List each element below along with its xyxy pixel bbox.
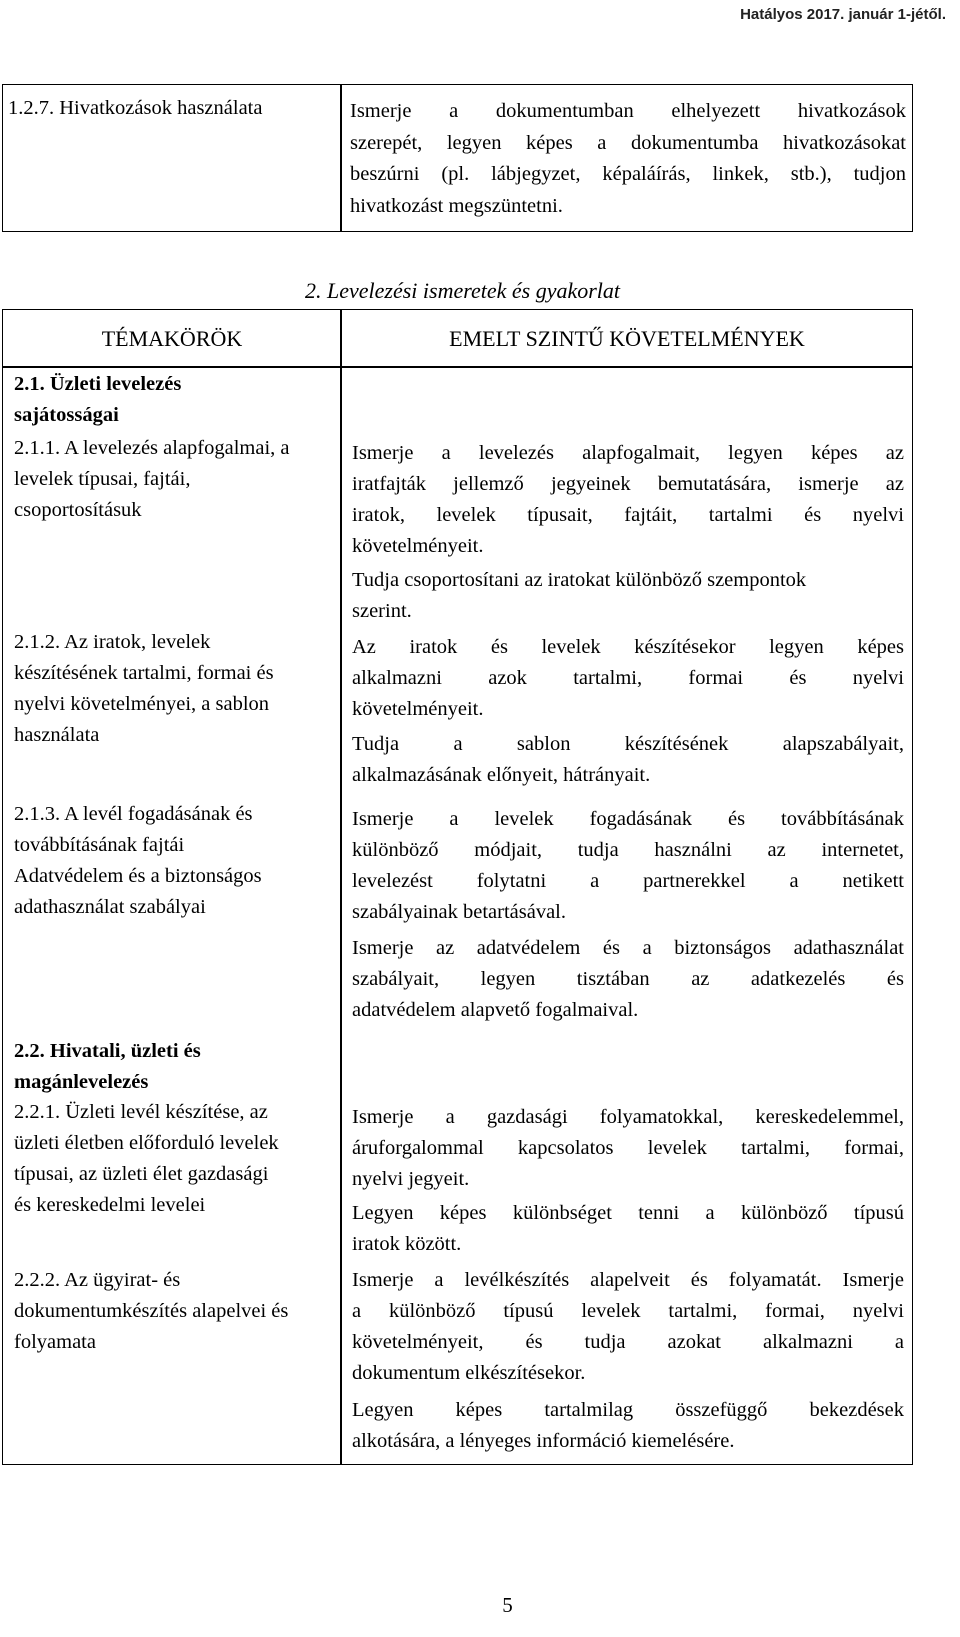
- requirement-line: szabályainak betartásával.: [352, 901, 566, 923]
- topic-heading-2-2: [14, 1036, 201, 1098]
- requirement-line: különböző módjait, tudja használni az internetet,: [352, 839, 904, 861]
- topic-line: 2.1.3. A levél fogadásának és: [14, 803, 253, 825]
- topic-2-2-1: [14, 1097, 279, 1221]
- requirement-2-1-3-b: [352, 933, 904, 1026]
- requirement-line: adatvédelem alapvető fogalmaival.: [352, 999, 639, 1021]
- topic-line: csoportosításuk: [14, 499, 142, 521]
- heading-line: 2.1. Üzleti levelezés: [14, 373, 182, 395]
- requirement-2-2-1-b: [352, 1198, 904, 1260]
- topic-line: dokumentumkészítés alapelvei és: [14, 1300, 289, 1322]
- requirements-column-header: EMELT SZINTŰ KÖVETELMÉNYEK: [449, 326, 805, 351]
- requirement-line: Ismerje a levelek fogadásának és továbbításának: [352, 808, 904, 830]
- requirement-line: követelményeit.: [352, 535, 484, 557]
- requirement-line: szabályait, legyen tisztában az adatkezelés és: [352, 968, 904, 990]
- topic-2-1-2: [14, 627, 274, 751]
- topic-line: folyamata: [14, 1331, 96, 1353]
- topic-2-2-2: [14, 1265, 354, 1358]
- requirement-line: levelezést folytatni a partnerekkel a netikett: [352, 870, 904, 892]
- validity-header: Hatályos 2017. január 1-jétől.: [740, 6, 946, 23]
- topic-line: nyelvi követelményei, a sablon: [14, 693, 270, 715]
- requirement-line: Az iratok és levelek készítésekor legyen képes: [352, 636, 904, 658]
- requirement-line: Ismerje a gazdasági folyamatokkal, kereskedelemmel,: [352, 1106, 904, 1128]
- requirement-2-2-1-a: [352, 1102, 904, 1195]
- topic-line: üzleti életben előforduló levelek: [14, 1132, 279, 1154]
- requirement-line: Legyen képes tartalmilag összefüggő bekezdések: [352, 1399, 904, 1421]
- header-row-divider: [2, 366, 913, 368]
- requirement-2-1-1-b: [352, 565, 904, 627]
- topic-line: 2.1.1. A levelezés alapfogalmai, a: [14, 437, 290, 459]
- topic-line: 2.1.2. Az iratok, levelek: [14, 631, 211, 653]
- topic-line: és kereskedelmi levelei: [14, 1194, 206, 1216]
- requirement-line: Tudja a sablon készítésének alapszabályait,: [352, 733, 904, 755]
- requirement-2-1-2-b: [352, 729, 904, 791]
- requirement-line: követelményeit.: [352, 698, 484, 720]
- requirement-line: alkalmazni azok tartalmi, formai és nyelvi: [352, 667, 904, 689]
- topics-column-header: TÉMAKÖRÖK: [101, 326, 243, 351]
- requirement-line: iratok között.: [352, 1233, 462, 1255]
- topic-line: továbbításának fajtái: [14, 834, 185, 856]
- requirement-2-1-1-a: [352, 438, 904, 562]
- requirement-line: nyelvi jegyeit.: [352, 1168, 470, 1190]
- requirement-line: szerint.: [352, 600, 412, 622]
- heading-line: 2.2. Hivatali, üzleti és: [14, 1040, 201, 1062]
- requirement-line: iratfajták jellemző jegyeinek bemutatására, ismerje az: [352, 473, 904, 495]
- requirement-line: Ismerje a dokumentumban elhelyezett hivatkozások: [350, 100, 906, 122]
- topic-line: levelek típusai, fajtái,: [14, 468, 191, 490]
- requirement-2-1-2-a: [352, 632, 904, 725]
- topic-line: használata: [14, 724, 100, 746]
- section-title: 2. Levelezési ismeretek és gyakorlat: [304, 278, 621, 303]
- topic-line: adathasználat szabályai: [14, 896, 206, 918]
- topic-line: készítésének tartalmi, formai és: [14, 662, 274, 684]
- requirement-line: szerepét, legyen képes a dokumentumba hivatkozásokat: [350, 131, 906, 154]
- top-table-divider: [340, 84, 342, 232]
- page-number: 5: [502, 1593, 513, 1617]
- requirement-line: alkotására, a lényeges információ kiemelésére.: [352, 1430, 735, 1452]
- requirement-2-2-2-b: [352, 1395, 904, 1457]
- requirement-line: Tudja csoportosítani az iratokat különböző szempontok: [352, 569, 807, 591]
- requirement-line: iratok, levelek típusait, fajtáit, tartalmi és nyelvi: [352, 504, 904, 526]
- requirement-2-1-3-a: [352, 804, 904, 928]
- requirement-line: Ismerje a levelezés alapfogalmait, legyen képes az: [352, 442, 904, 464]
- requirement-line: alkalmazásának előnyeit, hátrányait.: [352, 764, 651, 786]
- topic-line: típusai, az üzleti élet gazdasági: [14, 1163, 269, 1185]
- requirement-1-2-7: [350, 96, 906, 222]
- topic-2-1-1: [14, 433, 354, 526]
- requirement-line: Ismerje a levélkészítés alapelveit és folyamatát. Ismerje: [352, 1269, 904, 1291]
- requirement-2-2-2-a: [352, 1265, 904, 1389]
- heading-line: magánlevelezés: [14, 1071, 149, 1093]
- topic-line: 2.2.1. Üzleti levél készítése, az: [14, 1101, 268, 1123]
- requirement-line: áruforgalommal kapcsolatos levelek tartalmi, formai,: [352, 1137, 904, 1159]
- requirement-line: követelményeit, és tudja azokat alkalmazni a: [352, 1331, 904, 1353]
- requirement-line: Legyen képes különbséget tenni a különböző típusú: [352, 1202, 904, 1224]
- topic-1-2-7: 1.2.7. Hivatkozások használata: [8, 97, 263, 119]
- topic-line: 2.2.2. Az ügyirat- és: [14, 1269, 181, 1291]
- requirement-line: hivatkozást megszüntetni.: [350, 194, 563, 217]
- heading-line: sajátosságai: [14, 404, 119, 426]
- requirement-line: a különböző típusú levelek tartalmi, formai, nyelvi: [352, 1300, 904, 1322]
- topic-heading-2-1: [14, 369, 181, 431]
- topic-line: Adatvédelem és a biztonságos: [14, 865, 262, 887]
- requirement-line: beszúrni (pl. lábjegyzet, képaláírás, linkek, stb.), tudjon: [350, 163, 906, 185]
- requirement-line: dokumentum elkészítésekor.: [352, 1362, 586, 1384]
- topic-2-1-3: [14, 799, 262, 923]
- requirement-line: Ismerje az adatvédelem és a biztonságos adathasználat: [352, 937, 904, 959]
